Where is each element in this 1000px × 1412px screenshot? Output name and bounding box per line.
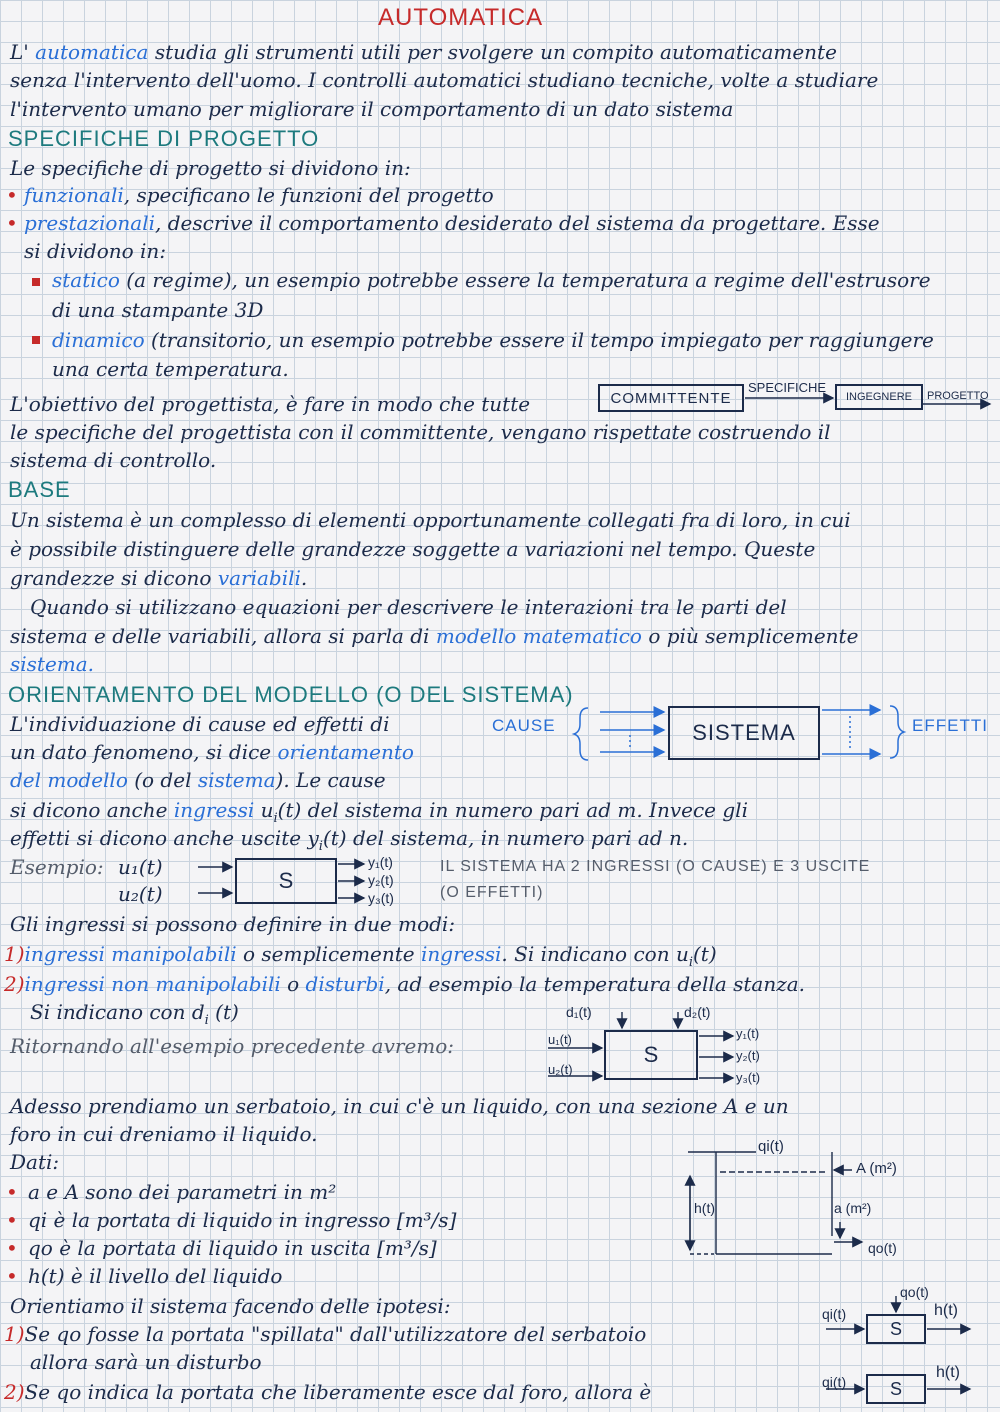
obiettivo-line-3: sistema di controllo. (10, 448, 217, 472)
term-automatica: automatica (35, 40, 149, 64)
disturb-y3: y₃(t) (736, 1070, 761, 1085)
subbullet-statico: statico (a regime), un esempio potrebbe essere la temperatura a regime dell'estrusore (52, 268, 931, 292)
example-u2: u₂(t) (118, 882, 163, 906)
mini1-qi: qi(t) (822, 1306, 847, 1322)
intro-line-2: senza l'intervento dell'uomo. I controlli automatici studiano tecniche, volte a studiare (10, 68, 879, 92)
ingressi-item-2-line-2: Si indicano con $d_i$ (t) (30, 1000, 239, 1028)
disturb-u1: u₁(t) (548, 1032, 572, 1047)
bullet-dot: • (6, 1264, 18, 1288)
dati-item-2: qi è la portata di liquido in ingresso [m³/s] (28, 1208, 457, 1232)
sistema-box: SISTEMA (668, 706, 820, 760)
ipotesi-2: 2)Se qo indica la portata che liberamente esce dal foro, allora è (4, 1380, 652, 1404)
disturb-y1: y₁(t) (736, 1026, 760, 1041)
bullet-dot: • (6, 1180, 18, 1204)
orient-line-2: un dato fenomeno, si dice orientamento (10, 740, 414, 764)
mini1-s-box: S (866, 1314, 926, 1344)
mini2-s-box: S (866, 1374, 926, 1404)
bullet-prestazionali: prestazionali, descrive il comportamento desiderato del sistema da progettare. Esse (24, 211, 880, 235)
tank-qo-label: qo(t) (868, 1240, 897, 1256)
base-line-6: sistema. (10, 652, 95, 676)
intro-line-3: l'intervento umano per migliorare il comportamento di un dato sistema (10, 97, 734, 121)
example-y3: y₃(t) (368, 890, 394, 906)
mini1-qo: qo(t) (900, 1284, 929, 1300)
intro-line-1: L' automatica studia gli strumenti utili per svolgere un compito automaticamente (10, 40, 837, 64)
tank-h-label: h(t) (694, 1200, 715, 1216)
orient-line-4: si dicono anche ingressi $u_i(t)$ del sistema in numero pari ad m. Invece gli (10, 798, 748, 826)
mini1-h: h(t) (934, 1302, 958, 1319)
base-line-5: sistema e delle variabili, allora si parla di modello matematico o più semplicemente (10, 624, 859, 648)
flow-label-specifiche: SPECIFICHE (748, 380, 827, 395)
subbullet-statico-line-2: di una stampante 3D (52, 298, 264, 322)
serbatoio-line-1: Adesso prendiamo un serbatoio, in cui c'è un liquido, con una sezione A e un (10, 1094, 789, 1118)
base-line-3: grandezze si dicono variabili. (10, 566, 308, 590)
subbullet-dinamico-line-2: una certa temperatura. (52, 357, 289, 381)
ipotesi-1-line-2: allora sarà un disturbo (30, 1350, 262, 1374)
orient-line-3: del modello (o del sistema). Le cause (10, 768, 386, 792)
base-line-1: Un sistema è un complesso di elementi opportunamente collegati fra di loro, in cui (10, 508, 851, 532)
bullet-dot: • (6, 1208, 18, 1232)
effetti-label: EFFETTI (912, 716, 988, 735)
esempio-label: Esempio: (10, 855, 104, 879)
ipotesi-intro: Orientiamo il sistema facendo delle ipotesi: (10, 1294, 451, 1318)
page-title: AUTOMATICA (378, 4, 544, 31)
orient-line-1: L'individuazione di cause ed effetti di (10, 712, 390, 736)
bullet-dot: • (6, 1236, 18, 1260)
flow-label-progetto: PROGETTO (927, 390, 989, 402)
obiettivo-line-2: le specifiche del progettista con il committente, vengano rispettate costruendo il (10, 420, 831, 444)
ingressi-item-2: 2)ingressi non manipolabili o disturbi, ad esempio la temperatura della stanza. (4, 972, 806, 996)
bullet-dot: • (6, 211, 18, 235)
example-y1: y₁(t) (368, 854, 393, 870)
disturb-u2: u₂(t) (548, 1062, 573, 1077)
ipotesi-1: 1)Se qo fosse la portata "spillata" dall'utilizzatore del serbatoio (4, 1322, 647, 1346)
obiettivo-line-1: L'obiettivo del progettista, è fare in modo che tutte (10, 392, 531, 416)
dati-item-4: h(t) è il livello del liquido (28, 1264, 283, 1288)
tank-A-label: A (m²) (856, 1160, 897, 1177)
ritornando-label: Ritornando all'esempio precedente avremo: (10, 1034, 455, 1058)
mini2-qi: qi(t) (822, 1374, 847, 1390)
committente-box: COMMITTENTE (598, 384, 744, 412)
disturb-d1: d₁(t) (566, 1004, 592, 1020)
dati-item-1: a e A sono dei parametri in m² (28, 1180, 337, 1204)
cause-label: CAUSE (492, 716, 556, 735)
example-note-2: (O EFFETTI) (440, 884, 544, 901)
orient-line-5: effetti si dicono anche uscite $y_i(t)$ del sistema, in numero pari ad n. (10, 826, 689, 854)
ingegnere-box: INGEGNERE (835, 384, 923, 410)
bullet-dot: • (6, 183, 18, 207)
dati-item-3: qo è la portata di liquido in uscita [m³/s] (28, 1236, 437, 1260)
example-s-box: S (235, 858, 337, 904)
disturb-y2: y₂(t) (736, 1048, 760, 1063)
example-note-1: IL SISTEMA HA 2 INGRESSI (O CAUSE) E 3 USCITE (440, 858, 871, 875)
base-line-4: Quando si utilizzano equazioni per descrivere le interazioni tra le parti del (30, 595, 787, 619)
base-line-2: è possibile distinguere delle grandezze soggette a variazioni nel tempo. Queste (10, 537, 816, 561)
subbullet-dinamico: dinamico (transitorio, un esempio potrebbe essere il tempo impiegato per raggiungere (52, 328, 934, 352)
example-u1: u₁(t) (118, 855, 163, 879)
dati-label: Dati: (10, 1150, 60, 1174)
tank-a-label: a (m²) (834, 1200, 872, 1216)
disturb-d2: d₂(t) (684, 1004, 711, 1020)
specifiche-intro: Le specifiche di progetto si dividono in: (10, 156, 411, 180)
disturb-s-box: S (604, 1030, 698, 1080)
heading-base: BASE (8, 477, 71, 502)
ingressi-intro: Gli ingressi si possono definire in due modi: (10, 912, 456, 936)
ingressi-item-1: 1)ingressi manipolabili o semplicemente ingressi. Si indicano con $u_i(t)$ (4, 942, 717, 970)
heading-orientamento: ORIENTAMENTO DEL MODELLO (O DEL SISTEMA) (8, 682, 574, 707)
tank-qi-label: qi(t) (758, 1138, 784, 1155)
bullet-funzionali: funzionali, specificano le funzioni del progetto (24, 183, 494, 207)
example-y2: y₂(t) (368, 872, 394, 888)
heading-specifiche: SPECIFICHE DI PROGETTO (8, 126, 320, 151)
bullet-prestazionali-line-2: si dividono in: (24, 239, 167, 263)
mini2-h: h(t) (936, 1364, 960, 1381)
serbatoio-line-2: foro in cui dreniamo il liquido. (10, 1122, 318, 1146)
